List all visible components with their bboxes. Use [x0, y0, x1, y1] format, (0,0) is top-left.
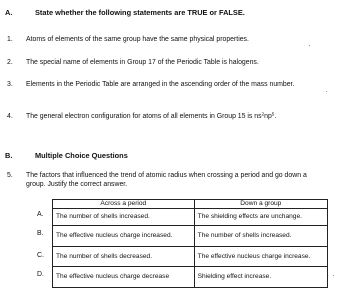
superscript: 5	[271, 111, 275, 117]
cell-down: Shielding effect increase.	[194, 267, 327, 288]
option-label-b: B.	[37, 230, 44, 237]
table-row	[53, 226, 328, 247]
table-row	[53, 209, 328, 226]
option-label-c: C.	[37, 252, 44, 259]
option-label-d: D.	[37, 271, 44, 278]
cell-across: The effective nucleus charge decrease	[53, 267, 195, 288]
question-text: The special name of elements in Group 17 of the Periodic Table is halogens.	[26, 59, 259, 66]
question-number: 2.	[7, 59, 13, 66]
question-text: Atoms of elements of the same group have the same physical properties.	[26, 36, 249, 43]
cell-across: The number of shells increased.	[53, 209, 195, 226]
superscript: 2	[261, 111, 265, 117]
text-part: np	[264, 113, 272, 120]
table-header-row	[53, 200, 328, 209]
cell-across: The number of shells decreased.	[53, 247, 195, 267]
cell-down: The shielding effects are unchange.	[194, 209, 327, 226]
question-number: 4.	[7, 113, 13, 120]
cell-across: The effective nucleus charge increased.	[53, 226, 195, 247]
question-number: 1.	[7, 36, 13, 43]
question-text	[26, 113, 276, 122]
header-across-period: Across a period	[53, 200, 195, 209]
cell-down: The effective nucleus charge increase.	[194, 247, 327, 267]
section-title: State whether the following statements are TRUE or FALSE.	[35, 8, 245, 17]
text-part: .	[274, 113, 277, 120]
section-letter: B.	[5, 151, 13, 160]
text-part: The general electron configuration for atoms of all elements in Group 15 is ns	[26, 113, 262, 120]
scan-speck	[326, 91, 327, 92]
option-label-a: A.	[37, 211, 44, 218]
cell-down: The number of shells increased.	[194, 226, 327, 247]
section-letter: A.	[5, 8, 13, 17]
table-row	[53, 267, 328, 288]
header-down-group: Down a group	[194, 200, 327, 209]
section-title: Multiple Choice Questions	[35, 151, 128, 160]
scan-speck	[309, 45, 310, 46]
question-text: Elements in the Periodic Table are arranged in the ascending order of the mass number.	[26, 81, 295, 88]
table-row	[53, 247, 328, 267]
question-number: 5.	[7, 172, 13, 179]
question-text: The factors that influenced the trend of atomic radius when crossing a period and go down a group. Justify the correct answer.	[26, 172, 307, 188]
question-number: 3.	[7, 81, 13, 88]
scan-speck	[333, 275, 334, 276]
options-table	[52, 199, 328, 288]
